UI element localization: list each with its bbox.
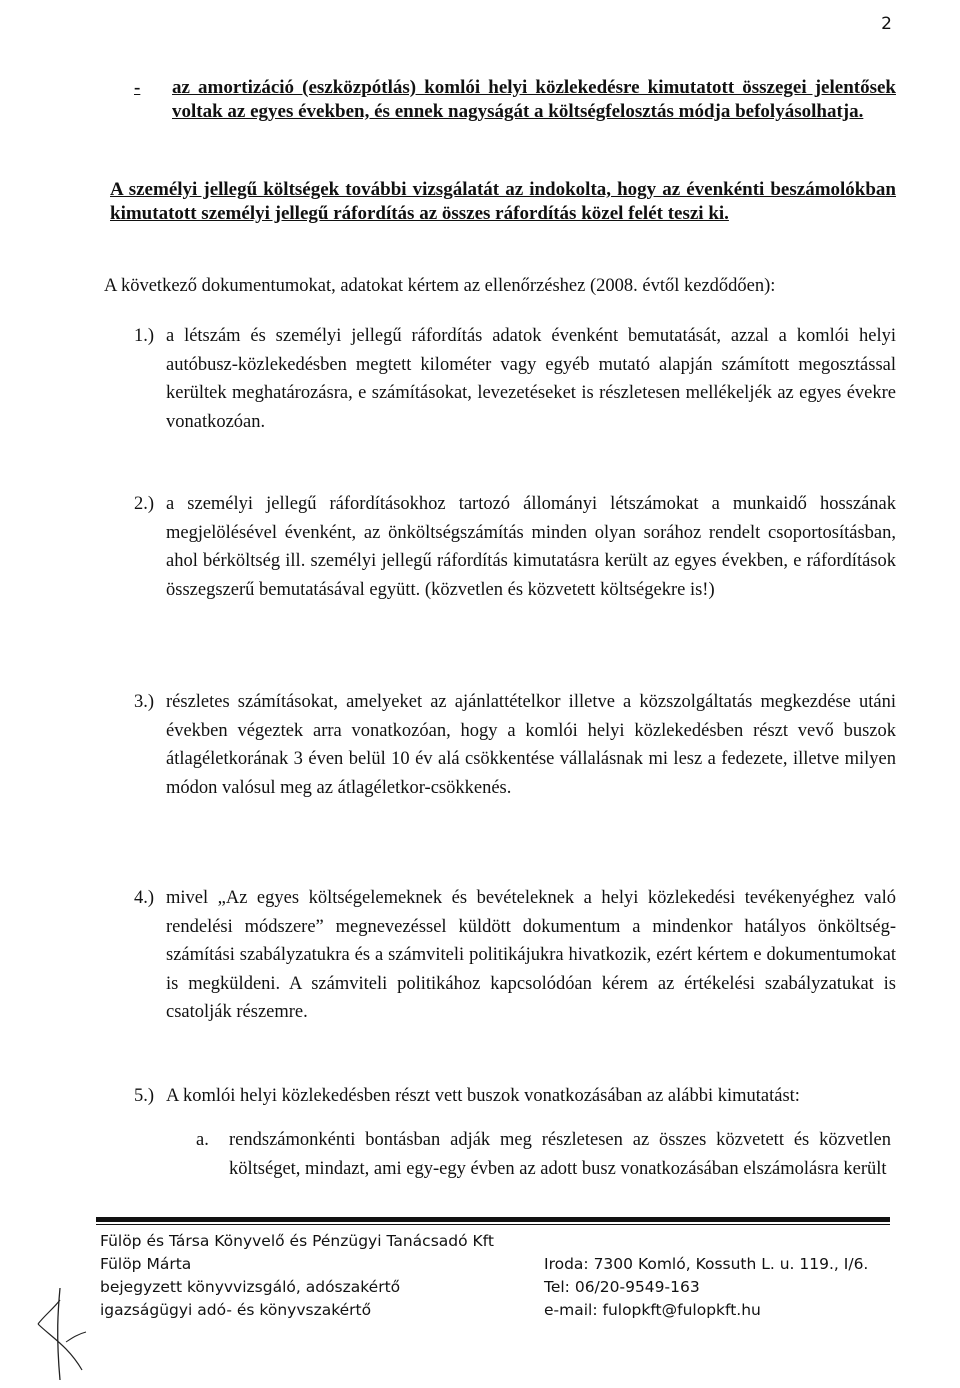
item-number: 4.) (134, 888, 155, 908)
bullet-paragraph: az amortizáció (eszközpótlás) komlói helyi közlekedésre kimutatott összegei jelentősek voltak az egyes években, és ennek nagyságát a költségfelosztás módja befolyásolhatja. (172, 77, 896, 122)
signature-mark (30, 1280, 100, 1385)
bold-paragraph: A személyi jellegű költségek további vizsgálatát az indokolta, hogy az évenkénti beszámolókban kimutatott személyi jellegű ráfordítás az összes ráfordítás közel felét teszi ki. (110, 179, 896, 224)
item-text: A komlói helyi közlekedésben részt vett buszok vonatkozásában az alábbi kimutatást: (166, 1086, 800, 1106)
item-number: 2.) (134, 494, 155, 514)
footer-divider (96, 1217, 890, 1222)
footer-divider-thin (96, 1224, 890, 1225)
footer-phone: Tel: 06/20-9549-163 (544, 1278, 700, 1296)
item-text: a létszám és személyi jellegű ráfordítás adatok évenként bemutatását, azzal a komlói helyi autóbusz-közlekedésben megtett kilométer vagy egyéb mutató alapján számított megosztással kerültek meghatározásra, e számításokat, levezetéseket is részletesen mellékeljék az egyes évekre vonatkozóan. (166, 326, 896, 432)
footer-office-address: Iroda: 7300 Komló, Kossuth L. u. 119., I/6. (544, 1255, 869, 1273)
footer-title-1: bejegyzett könyvvizsgáló, adószakértő (100, 1278, 401, 1296)
footer-contact-info (544, 1253, 868, 1322)
item-number: 1.) (134, 326, 155, 346)
item-text: mivel „Az egyes költségelemeknek és bevételeknek a helyi közlekedési tevékenyéghez való rendelési módszere” megnevezéssel küldött dokumentum a mindenkor hatályos önköltség-számítási szabályzatukra és a számviteli politikájukra hivatkozik, ezért kértem e dokumentumokat is megküldeni. A számviteli politikához kapcsolódóan kérem az értékelési szabályzatukat is csatolják részemre. (166, 888, 896, 1022)
item-number: 3.) (134, 692, 155, 712)
footer-company-info (100, 1230, 494, 1322)
footer-company-name: Fülöp és Társa Könyvelő és Pénzügyi Tanácsadó Kft (100, 1232, 494, 1250)
item-text: részletes számításokat, amelyeket az ajánlattételkor illetve a közszolgáltatás megkezdése utáni években végeztek arra vonatkozóan, hogy a komlói helyi közlekedésben részt vevő buszok átlagéletkorának 3 éven belül 10 év alá csökkentése vállalásnak mi lesz a fedezete, illetve milyen módon valósul meg az átlagéletkor-csökkenés. (166, 692, 896, 798)
subitem-text: rendszámonkénti bontásban adják meg részletesen az összes közvetett és közvetlen költséget, mindazt, ami egy-egy évben az adott busz vonatkozásában elszámolásra került (229, 1130, 891, 1179)
subitem-letter: a. (196, 1130, 209, 1150)
footer-email: e-mail: fulopkft@fulopkft.hu (544, 1301, 761, 1319)
footer-person-name: Fülöp Márta (100, 1255, 192, 1273)
bullet-dash: - (134, 77, 141, 98)
intro-line: A következő dokumentumokat, adatokat kértem az ellenőrzéshez (2008. évtől kezdődően): (104, 276, 776, 296)
item-text: a személyi jellegű ráfordításokhoz tartozó állományi létszámokat a munkaidő hosszának megjelölésével évenként, az önköltségszámítás minden olyan sorához rendelt csoportosításban, ahol bérköltség ill. személyi jellegű ráfordítás kimutatásra került az egyes években, e ráfordítások összegszerű bemutatásával együtt. (közvetlen és közvetett költségekre is!) (166, 494, 896, 600)
page-number: 2 (881, 14, 892, 34)
footer-title-2: igazságügyi adó- és könyvszakértő (100, 1301, 372, 1319)
item-number: 5.) (134, 1086, 155, 1106)
